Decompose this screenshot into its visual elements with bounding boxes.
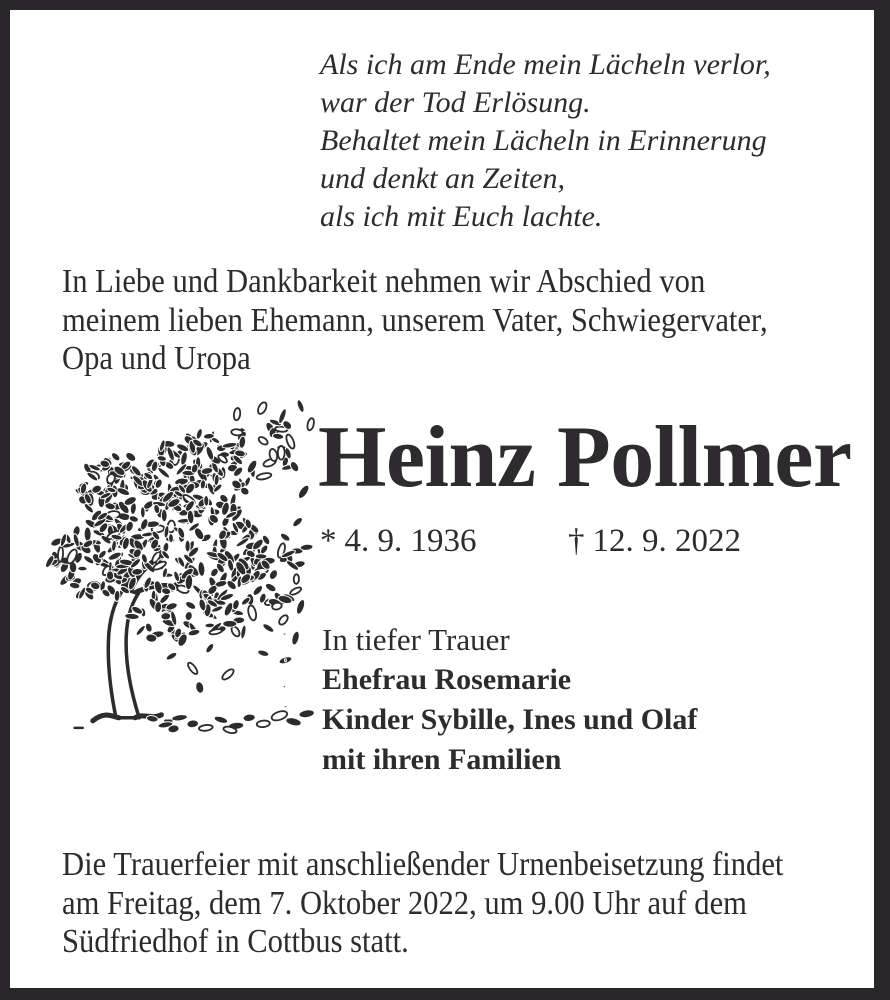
epigraph-poem <box>320 46 771 236</box>
poem-line: Behaltet mein Lächeln in Erinnerung <box>320 124 767 157</box>
poem-line: als ich mit Euch lachte. <box>320 200 603 233</box>
birth-star-symbol: * <box>320 523 337 559</box>
farewell-paragraph <box>62 263 768 379</box>
farewell-line: meinem lieben Ehemann, unserem Vater, Schwiegervater, <box>62 301 768 339</box>
mourner-line: Ehefrau Rosemarie <box>322 663 572 696</box>
obituary-sheet <box>10 10 874 988</box>
mourning-intro: In tiefer Trauer <box>322 622 510 657</box>
mourner-line: mit ihren Familien <box>322 743 562 776</box>
poem-line: und denkt an Zeiten, <box>320 162 565 195</box>
poem-line: Als ich am Ende mein Lächeln verlor, <box>320 48 771 81</box>
windswept-tree-illustration <box>30 396 318 744</box>
farewell-line: Opa und Uropa <box>62 340 251 377</box>
poem-line: war der Tod Erlösung. <box>320 86 591 119</box>
tree-foliage <box>44 399 315 734</box>
farewell-line: In Liebe und Dankbarkeit nehmen wir Abschied von <box>62 263 706 300</box>
funeral-line: Südfriedhof in Cottbus statt. <box>62 923 409 960</box>
funeral-info <box>62 846 783 962</box>
mourners-block <box>322 620 697 780</box>
death-date <box>568 521 741 561</box>
funeral-line: am Freitag, dem 7. Oktober 2022, um 9.00 Uhr auf dem <box>62 884 747 922</box>
birth-date <box>320 521 477 561</box>
birth-date-value: 4. 9. 1936 <box>344 523 477 559</box>
death-date-value: 12. 9. 2022 <box>592 523 741 559</box>
funeral-line: Die Trauerfeier mit anschließender Urnenbeisetzung findet <box>62 846 784 883</box>
death-cross-symbol: † <box>568 523 585 559</box>
deceased-name: Heinz Pollmer <box>318 409 852 506</box>
mourner-line: Kinder Sybille, Ines und Olaf <box>322 703 698 736</box>
